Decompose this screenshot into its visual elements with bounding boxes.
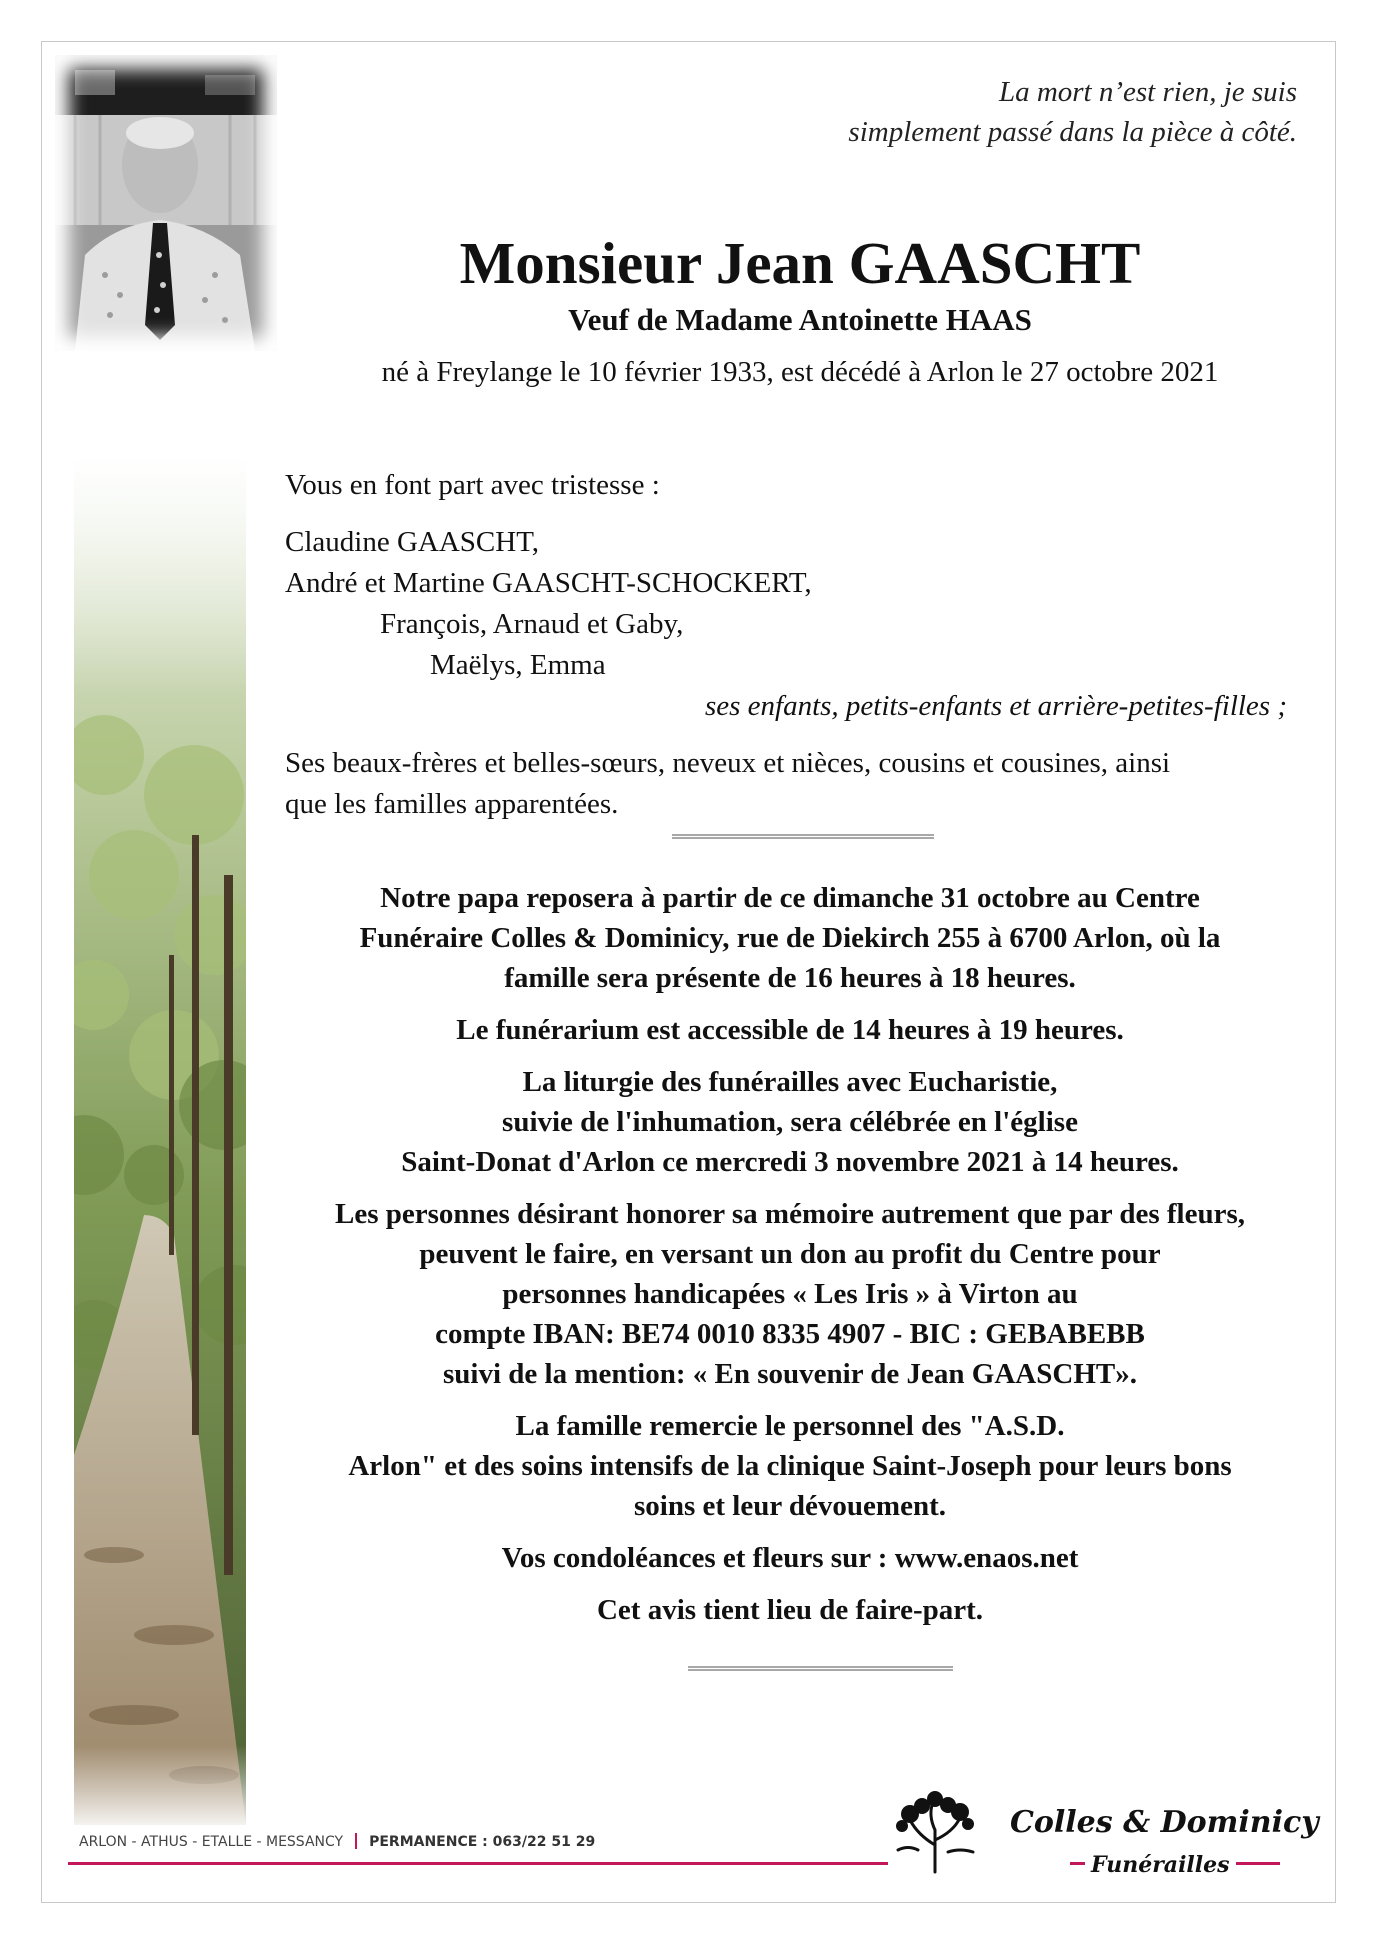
info-line: Saint-Donat d'Arlon ce mercredi 3 novembre 2021 à 14 heures. xyxy=(401,1146,1179,1178)
widow-line: Veuf de Madame Antoinette HAAS xyxy=(568,302,1032,337)
info-line: suivie de l'inhumation, sera célébrée en l'église xyxy=(502,1106,1078,1138)
notice-paragraph xyxy=(265,1590,1315,1630)
info-line: Notre papa reposera à partir de ce dimanche 31 octobre au Centre xyxy=(380,882,1200,914)
separator-bottom xyxy=(688,1666,953,1671)
info-line: Cet avis tient lieu de faire-part. xyxy=(596,1594,984,1626)
info-line: Funéraire Colles & Dominicy, rue de Diekirch 255 à 6700 Arlon, où la xyxy=(359,922,1221,954)
info-line: Arlon" et des soins intensifs de la clinique Saint-Joseph pour leurs bons xyxy=(348,1450,1232,1482)
info-line: personnes handicapées « Les Iris » à Virton au xyxy=(502,1278,1078,1310)
footer-contact xyxy=(79,1833,595,1850)
tree-logo-icon xyxy=(888,1790,983,1875)
birth-death-line: né à Freylange le 10 février 1933, est décédé à Arlon le 27 octobre 2021 xyxy=(381,356,1219,388)
family-member: Claudine GAASCHT, xyxy=(285,526,540,558)
info-line: famille sera présente de 16 heures à 18 heures. xyxy=(504,962,1076,994)
extended-family-line-2: que les familles apparentées. xyxy=(285,788,619,820)
info-line: Le funérarium est accessible de 14 heures à 19 heures. xyxy=(456,1014,1124,1046)
separator-top xyxy=(672,834,934,839)
info-line: La famille remercie le personnel des "A.S.D. xyxy=(515,1410,1065,1442)
family-intro: Vous en font part avec tristesse : xyxy=(285,469,660,501)
condolences-paragraph xyxy=(265,1538,1315,1578)
extended-family-line-1: Ses beaux-frères et belles-sœurs, neveux et nièces, cousins et cousines, ainsi xyxy=(285,747,1171,779)
info-line: suivi de la mention: « En souvenir de Jean GAASCHT». xyxy=(443,1358,1137,1390)
family-announcement xyxy=(285,465,1305,825)
quote-line-1: La mort n’est rien, je suis xyxy=(998,76,1297,108)
portrait-image xyxy=(55,55,277,351)
family-member: André et Martine GAASCHT-SCHOCKERT, xyxy=(285,567,812,599)
info-line: compte IBAN: BE74 0010 8335 4907 - BIC : GEBABEBB xyxy=(435,1318,1145,1350)
portrait-photo xyxy=(55,55,277,351)
footer-divider xyxy=(355,1833,357,1849)
deceased-name: Monsieur Jean GAASCHT xyxy=(459,230,1141,296)
thanks-paragraph xyxy=(265,1406,1315,1526)
forest-image xyxy=(74,455,246,1825)
donation-paragraph xyxy=(265,1194,1315,1394)
info-line: peuvent le faire, en versant un don au profit du Centre pour xyxy=(419,1238,1161,1270)
brand-subtitle: Funérailles xyxy=(1085,1852,1236,1878)
info-line: soins et leur dévouement. xyxy=(633,1490,946,1522)
condolences-link-line: Vos condoléances et fleurs sur : www.enaos.net xyxy=(501,1542,1079,1574)
footer-locations: ARLON - ATHUS - ETALLE - MESSANCY xyxy=(79,1834,344,1850)
footer-accent-line xyxy=(68,1862,888,1865)
brand-name: Colles & Dominicy xyxy=(1010,1805,1319,1840)
forest-path-image xyxy=(74,455,246,1825)
quote-line-2: simplement passé dans la pièce à côté. xyxy=(848,116,1297,148)
funeral-information xyxy=(265,878,1315,1642)
family-relation: ses enfants, petits-enfants et arrière-petites-filles ; xyxy=(704,690,1287,722)
epitaph-quote xyxy=(697,72,1297,152)
visitation-paragraph xyxy=(265,878,1315,998)
info-line: La liturgie des funérailles avec Eucharistie, xyxy=(522,1066,1058,1098)
footer-permanence: PERMANENCE : 063/22 51 29 xyxy=(369,1834,596,1850)
family-member: Maëlys, Emma xyxy=(430,649,606,681)
liturgy-paragraph xyxy=(265,1062,1315,1182)
family-member: François, Arnaud et Gaby, xyxy=(380,608,684,640)
info-line: Les personnes désirant honorer sa mémoire autrement que par des fleurs, xyxy=(335,1198,1245,1230)
funerarium-hours-paragraph xyxy=(265,1010,1315,1050)
